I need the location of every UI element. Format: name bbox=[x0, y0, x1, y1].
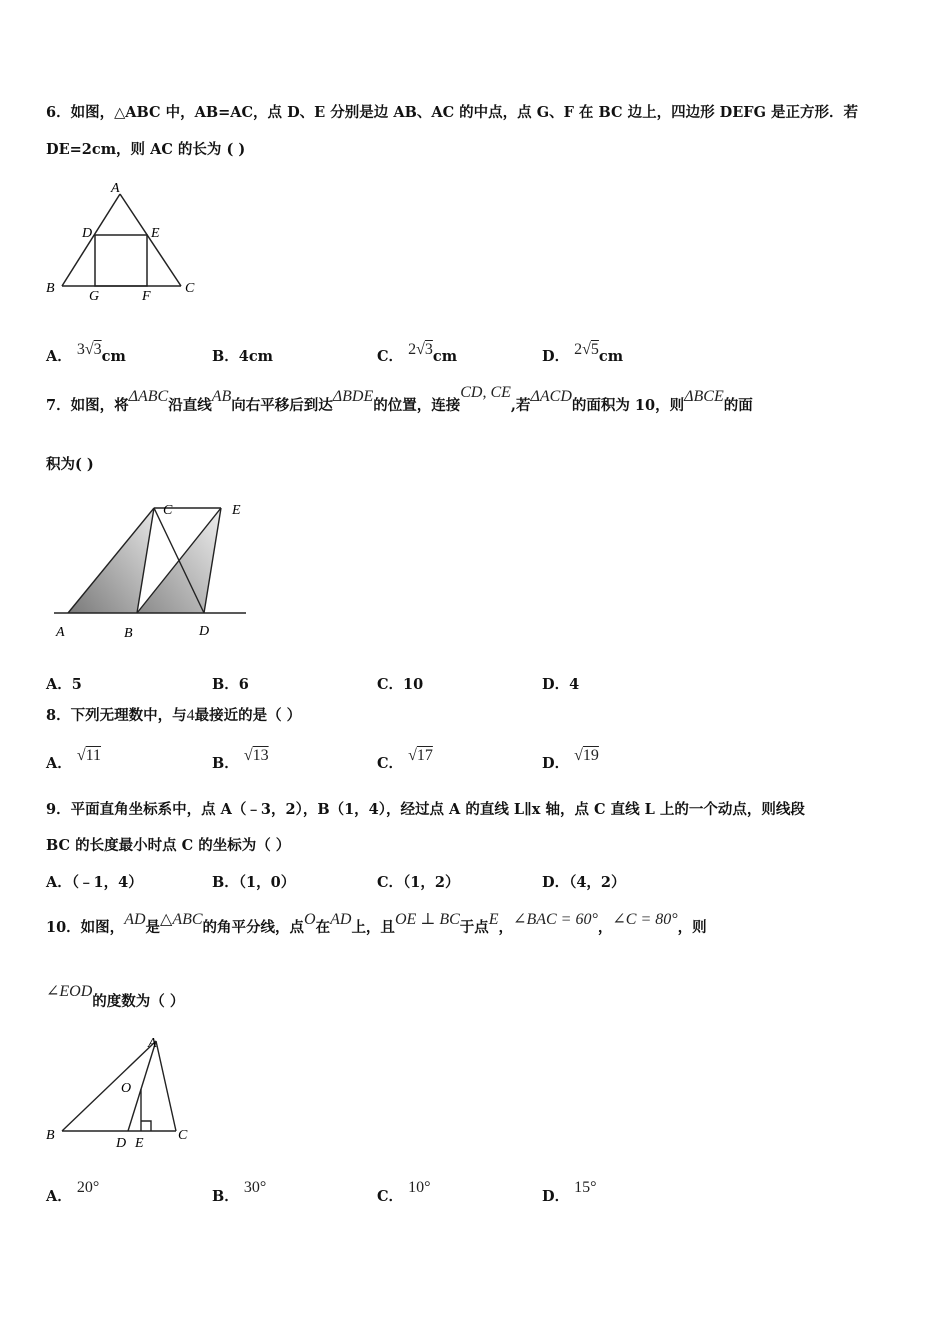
option-text: （﹣1，4） bbox=[71, 874, 143, 891]
math-cd-ce: CD, CE bbox=[460, 384, 511, 401]
option-letter: B． bbox=[212, 676, 239, 693]
option-letter: A． bbox=[46, 755, 72, 772]
option-math: 15° bbox=[574, 1179, 597, 1196]
option-text: 6 bbox=[238, 676, 249, 693]
option-text: 4 bbox=[569, 676, 580, 693]
option-text: （1，0） bbox=[238, 874, 296, 891]
option-letter: B． bbox=[212, 874, 239, 891]
q7-stem-line1 bbox=[46, 384, 753, 416]
option-letter: C． bbox=[377, 1188, 404, 1205]
math-oe-perp-bc: OE ⊥ BC bbox=[394, 911, 460, 928]
option-math: 2√5 bbox=[574, 341, 599, 358]
option-letter: D． bbox=[542, 1188, 570, 1205]
text: 在 bbox=[315, 919, 331, 936]
q9-option-d[interactable] bbox=[542, 871, 626, 892]
math-bde: ΔBDE bbox=[332, 388, 374, 405]
option-math: 20° bbox=[76, 1179, 100, 1196]
q7-label-e: E bbox=[232, 503, 241, 518]
option-letter: B． bbox=[212, 348, 239, 365]
q6-option-c[interactable] bbox=[377, 341, 458, 366]
q7-label-b: B bbox=[124, 626, 133, 641]
q7-option-c[interactable] bbox=[377, 673, 423, 694]
math-4: 4 bbox=[186, 707, 195, 724]
math-angle-c: ∠C = 80° bbox=[612, 911, 678, 928]
math-abc: ΔABC bbox=[128, 388, 169, 405]
math-ab: AB bbox=[211, 388, 232, 405]
q6-square-defg bbox=[95, 235, 147, 286]
option-text: （4，2） bbox=[569, 874, 626, 891]
option-letter: B． bbox=[212, 1188, 239, 1205]
q6-label-f: F bbox=[142, 289, 151, 304]
q9-option-b[interactable] bbox=[212, 871, 295, 892]
option-text: 10 bbox=[403, 676, 424, 693]
radicand: 3 bbox=[424, 341, 433, 358]
option-letter: C． bbox=[377, 755, 404, 772]
q6-label-g: G bbox=[89, 289, 100, 304]
radicand: 17 bbox=[416, 747, 433, 764]
option-letter: D． bbox=[542, 676, 570, 693]
option-letter: A． bbox=[46, 348, 72, 365]
q10-stem-line2 bbox=[46, 983, 185, 1012]
text: 上，且 bbox=[351, 919, 395, 936]
text: 8．下列无理数中，与 bbox=[46, 707, 187, 724]
radicand: 11 bbox=[85, 747, 102, 764]
unit: cm bbox=[598, 348, 624, 365]
math-ad: AD bbox=[330, 911, 352, 928]
option-text: 5 bbox=[71, 676, 82, 693]
q10-label-b: B bbox=[46, 1128, 55, 1143]
option-letter: A． bbox=[46, 874, 72, 891]
math-acd: ΔACD bbox=[530, 388, 572, 405]
q10-option-a[interactable] bbox=[46, 1179, 100, 1206]
option-letter: A． bbox=[46, 676, 72, 693]
text: 的角平分线，点 bbox=[202, 919, 305, 936]
option-math: √13 bbox=[243, 747, 269, 764]
q6-label-e: E bbox=[151, 226, 160, 241]
q7-label-a: A bbox=[56, 625, 65, 640]
text: 10．如图， bbox=[46, 919, 125, 936]
q8-option-b[interactable] bbox=[212, 747, 269, 773]
text: 的面积为 10，则 bbox=[571, 397, 685, 414]
option-letter: C． bbox=[377, 676, 404, 693]
q7-stem-line2: 积为( ) bbox=[46, 456, 94, 473]
q6-option-a[interactable] bbox=[46, 341, 126, 366]
q7-label-c: C bbox=[163, 503, 173, 518]
option-math: 10° bbox=[408, 1179, 431, 1196]
text: 7．如图，将 bbox=[46, 397, 129, 414]
q10-label-a: A bbox=[148, 1036, 157, 1051]
radicand: 5 bbox=[590, 341, 599, 358]
q6-label-a: A bbox=[111, 181, 120, 196]
text: 沿直线 bbox=[168, 397, 212, 414]
q8-stem bbox=[46, 706, 301, 726]
q8-option-c[interactable] bbox=[377, 747, 433, 773]
option-math: √19 bbox=[574, 747, 599, 764]
math-angle-eod: ∠EOD bbox=[46, 983, 93, 1000]
q6-stem-line1: 6．如图，△ABC 中，AB=AC，点 D、E 分别是边 AB、AC 的中点，点 G、F 在 BC 边上，四边形 DEFG 是正方形．若 bbox=[46, 104, 858, 121]
unit: cm bbox=[101, 348, 126, 365]
q9-option-a[interactable] bbox=[46, 871, 143, 892]
q10-option-b[interactable] bbox=[212, 1179, 267, 1206]
unit: cm bbox=[432, 348, 458, 365]
q7-figure bbox=[46, 496, 256, 646]
q10-label-e: E bbox=[135, 1136, 144, 1151]
q10-label-o: O bbox=[121, 1081, 132, 1096]
q6-option-b[interactable] bbox=[212, 345, 273, 366]
q7-option-b[interactable] bbox=[212, 673, 249, 694]
q6-option-d[interactable] bbox=[542, 341, 624, 366]
math-e: E bbox=[488, 911, 499, 928]
text: ， bbox=[597, 919, 613, 936]
q7-option-d[interactable] bbox=[542, 673, 579, 694]
q10-option-c[interactable] bbox=[377, 1179, 431, 1206]
q9-stem-line2: BC 的长度最小时点 C 的坐标为（ ） bbox=[46, 837, 291, 854]
q10-right-angle-mark bbox=[141, 1121, 151, 1131]
q6-label-d: D bbox=[82, 226, 93, 241]
math-o: O bbox=[304, 911, 316, 928]
math-bce: ΔBCE bbox=[684, 388, 724, 405]
q10-stem-line1 bbox=[46, 911, 707, 938]
text: 的面 bbox=[723, 397, 753, 414]
radicand: 13 bbox=[252, 747, 269, 764]
coef: 2 bbox=[408, 341, 417, 358]
option-math: 3√3 bbox=[76, 341, 102, 358]
option-text: （1，2） bbox=[403, 874, 460, 891]
q9-stem-line1: 9．平面直角坐标系中，点 A（﹣3，2），B（1，4），经过点 A 的直线 L∥x 轴，点 C 直线 L 上的一个动点，则线段 bbox=[46, 801, 805, 818]
option-letter: D． bbox=[542, 874, 570, 891]
radicand: 19 bbox=[582, 747, 599, 764]
option-math: √11 bbox=[76, 747, 102, 764]
text: 于点 bbox=[459, 919, 489, 936]
q7-option-a[interactable] bbox=[46, 673, 82, 694]
math-abc: △ABC bbox=[160, 911, 203, 928]
text: 的度数为（ ） bbox=[92, 993, 185, 1010]
q10-side-ac bbox=[156, 1041, 176, 1131]
text: 最接近的是（ ） bbox=[194, 707, 302, 724]
q6-label-c: C bbox=[185, 281, 195, 296]
q10-figure bbox=[42, 1030, 202, 1155]
option-letter: C． bbox=[377, 348, 404, 365]
option-math: √17 bbox=[408, 747, 433, 764]
option-letter: D． bbox=[542, 755, 570, 772]
text: 向右平移后到达 bbox=[231, 397, 333, 414]
option-math: 30° bbox=[243, 1179, 267, 1196]
radicand: 3 bbox=[93, 341, 102, 358]
q9-option-c[interactable] bbox=[377, 871, 459, 892]
math-ad: AD bbox=[124, 911, 146, 928]
text: 是 bbox=[145, 919, 161, 936]
option-math: 2√3 bbox=[408, 341, 433, 358]
text: ，则 bbox=[677, 919, 707, 936]
text: ,若 bbox=[510, 397, 531, 414]
q10-label-c: C bbox=[178, 1128, 188, 1143]
q10-label-d: D bbox=[116, 1136, 127, 1151]
coef: 2 bbox=[574, 341, 583, 358]
q7-label-d: D bbox=[199, 624, 210, 639]
option-letter: C． bbox=[377, 874, 404, 891]
q6-stem-line2: DE=2cm，则 AC 的长为 ( ) bbox=[46, 141, 246, 158]
option-letter: A． bbox=[46, 1188, 72, 1205]
text: 的位置，连接 bbox=[373, 397, 461, 414]
q8-option-d[interactable] bbox=[542, 747, 599, 773]
option-letter: B． bbox=[212, 755, 239, 772]
q10-option-d[interactable] bbox=[542, 1179, 597, 1206]
coef: 3 bbox=[76, 341, 85, 358]
option-letter: D． bbox=[542, 348, 570, 365]
q8-option-a[interactable] bbox=[46, 747, 102, 773]
text: ， bbox=[498, 919, 514, 936]
q6-label-b: B bbox=[46, 281, 55, 296]
math-angle-bac: ∠BAC = 60° bbox=[513, 911, 598, 928]
option-text: 4cm bbox=[238, 348, 274, 365]
q6-figure bbox=[40, 178, 210, 308]
